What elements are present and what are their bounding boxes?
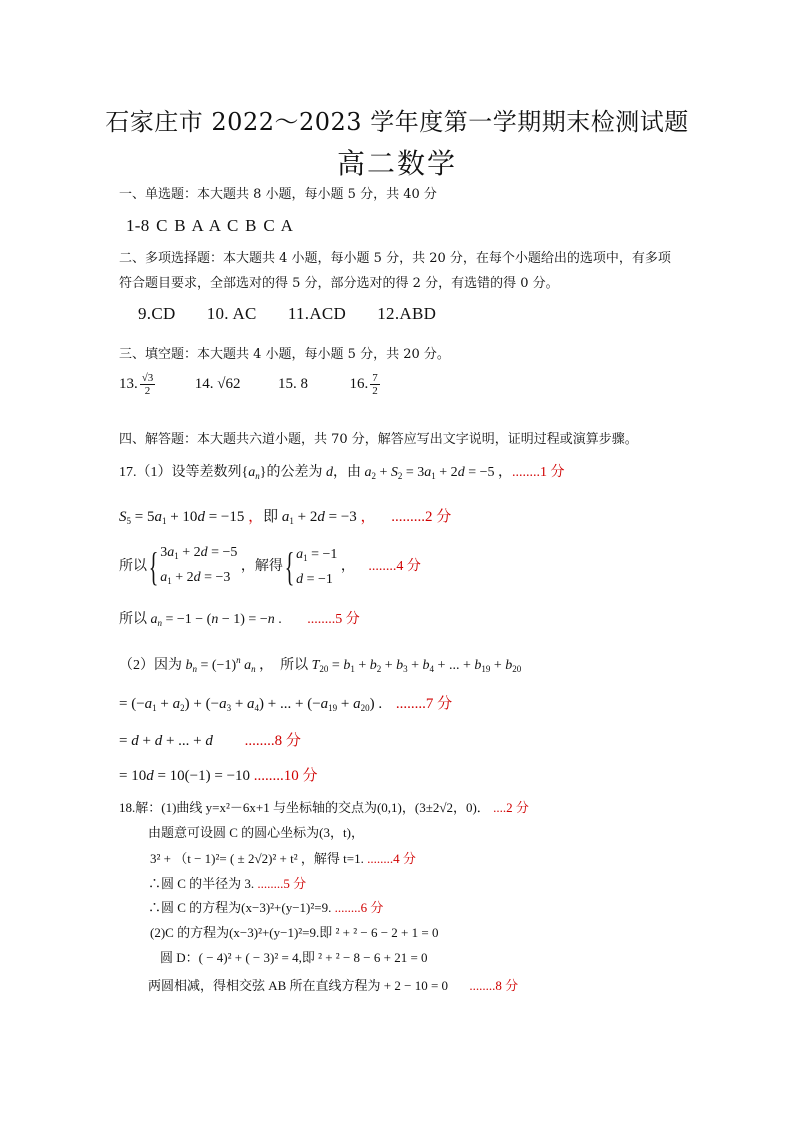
answer-11: 11.ACD	[287, 304, 347, 323]
q18-line8-text: 两圆相减，得相交弦 AB 所在直线方程为 + 2 − 10 = 0	[148, 978, 449, 993]
q18-line4	[148, 873, 306, 892]
q18-score-5: ........5 分	[257, 876, 307, 891]
q18-score-8: ........8 分	[469, 978, 519, 993]
page-subtitle: 高二数学	[336, 147, 457, 180]
q18-line8	[148, 975, 518, 994]
section1-answers: 1-8 C B A A C B C A	[126, 216, 294, 235]
q18-line4-text: ∴圆 C 的半径为 3.	[148, 876, 258, 891]
q18-line1	[119, 797, 529, 816]
q18-score-4: ........4 分	[367, 851, 416, 866]
answer-13-fraction	[140, 372, 156, 397]
answer-10: 10. AC	[206, 304, 257, 323]
answer-14-label: 14.	[194, 375, 214, 392]
section1-heading: 一、单选题：本大题共 8 小题，每小题 5 分，共 40 分	[119, 187, 437, 202]
page-title: 石家庄市 2022～2023 学年度第一学期期末检测试题	[105, 108, 689, 136]
q18-line5-text: ∴圆 C 的方程为(x−3)²+(y−1)²=9.	[148, 900, 335, 915]
section4-heading: 四、解答题：本大题共六道小题，共 70 分，解答应写出文字说明，证明过程或演算步骤。	[119, 432, 638, 447]
q18-score-6: ........6 分	[334, 900, 384, 915]
q17-score-8: ........8 分	[244, 733, 301, 749]
answer-15: 15. 8	[278, 375, 309, 392]
q17-line5: （2）因为 $b_n = (-1)^n$ $a_n$ ， 所以 $T_{20} = b_1 + b_2 + b_3 + b_4$ + ... + $b_{19} + b_{20}$	[119, 655, 522, 674]
q18-line3-text: 3² + （t − 1)²= ( ± 2√2)² + t² ，解得 t=1.	[150, 851, 368, 866]
q17-line3: 所以{ $3a_1 + 2d = -5$ $a_1 + 2d = -3$ ，解得{ $a_1 = -1$ d = −1 ， ........4 分	[119, 544, 421, 589]
section2-heading: 二、多项选择题：本大题共 4 小题，每小题 5 分，共 20 分，在每个小题给出的选项中，有多项符合题目要求，全部选对的得 5 分，部分选对的得 2 分，有选错的得 0 分。	[119, 251, 671, 291]
answer-16-numerator: 7	[372, 372, 378, 384]
answer-16-fraction	[370, 372, 380, 397]
q17-line2: $S_5 = 5a_1 + 10d = -15$ ，即 $a_1 + 2d = -3$ ， .........2 分	[119, 509, 452, 526]
q18-line1-text: 18.解：(1)曲线 y=x²－6x+1 与坐标轴的交点为(0,1)，(3±2√2，0)．	[119, 800, 490, 815]
answer-13-denominator: 2	[144, 385, 151, 397]
q17-score-4: ........4 分	[368, 559, 421, 575]
q17-line1: 17.（1）设等差数列$\{a_n\}$的公差为 d，由 $a_2 + S_2 = 3a_1 + 2d = -5$ ，........1 分	[119, 465, 565, 481]
q17-line8: = 10d = 10(−1) = −10 ........10 分	[119, 768, 318, 784]
q18-line5	[148, 897, 383, 916]
q17-score-1: ........1 分	[511, 465, 565, 480]
q18-line6: (2)C 的方程为(x−3)²+(y−1)²=9.即 ² + ² − 6 − 2 + 1 = 0	[150, 925, 439, 940]
section3-answers	[119, 372, 382, 397]
q17-score-10: ........10 分	[253, 768, 318, 784]
answer-9: 9.CD	[138, 304, 176, 323]
answer-16-denominator: 2	[372, 385, 378, 397]
answer-13-label: 13.	[119, 375, 138, 392]
q18-score-2: ....2 分	[493, 800, 529, 815]
answer-16-label: 16.	[349, 375, 369, 392]
q17-line7: = d + d + ... + d ........8 分	[119, 733, 301, 749]
q17-score-2: .........2 分	[391, 509, 452, 525]
q18-line7: 圆 D：( − 4)² + ( − 3)² = 4,即 ² + ² − 8 − 6 + 21 = 0	[160, 950, 428, 965]
q17-line6: = $(-a_1 + a_2) + (-a_3 + a_4)$ + ... + $(-a_{19} + a_{20})$ . ........7 分	[119, 696, 453, 713]
section2-answers	[138, 304, 436, 324]
q17-score-5: ........5 分	[307, 612, 360, 627]
q18-line2: 由题意可设圆 C 的圆心坐标为(3，t)，	[148, 825, 364, 840]
section3-heading: 三、填空题：本大题共 4 小题，每小题 5 分，共 20 分。	[119, 347, 450, 362]
q17-score-7: ........7 分	[395, 696, 453, 712]
answer-12: 12.ABD	[377, 304, 437, 323]
answer-14-value: √62	[217, 375, 241, 392]
answer-13-numerator: √3	[141, 372, 154, 384]
q17-line4: 所以 $a_n = -1 - (n - 1) = -n$ . ........5 分	[119, 612, 360, 628]
q18-line3	[150, 848, 416, 867]
